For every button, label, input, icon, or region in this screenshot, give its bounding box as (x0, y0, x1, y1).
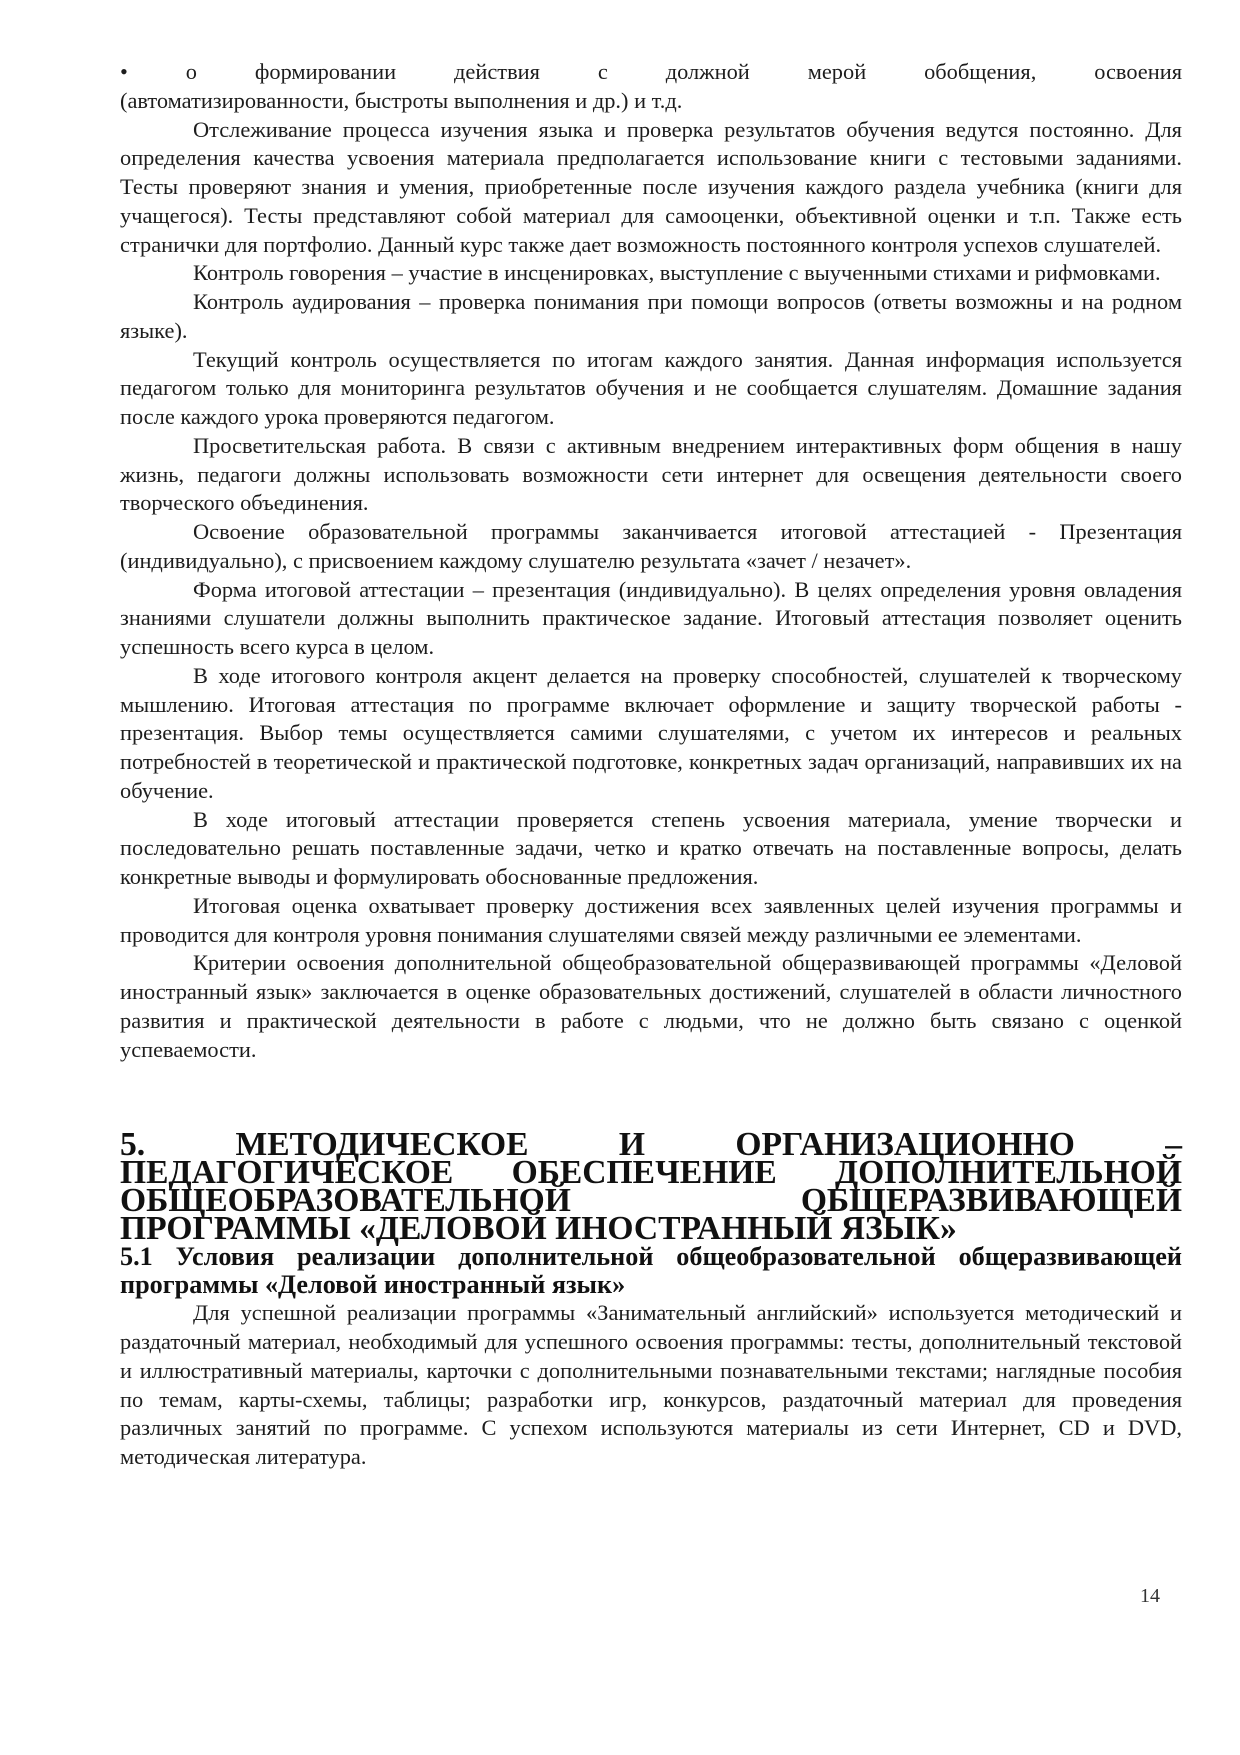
bullet-word: мерой (807, 59, 867, 84)
bullet-word: обобщения, (924, 59, 1037, 84)
bullet-word: действия (454, 59, 540, 84)
bullet-word: с (597, 59, 608, 84)
paragraph-final-attestation: Освоение образовательной программы заканчивается итоговой аттестацией - Презентация (индивидуально), с присвоением каждому слушателю результата «зачет / незачет». (120, 519, 1182, 573)
paragraph-attestation-form: Форма итоговой аттестации – презентация (индивидуально). В целях определения уровня овладения знаниями слушатели должны выполнить практическое задание. Итоговый аттестация позволяет оценить успешность всего курса в целом. (120, 576, 1182, 659)
paragraph-final-grade: Итоговая оценка охватывает проверку достижения всех заявленных целей изучения программы и проводится для контроля уровня понимания слушателями связей между различными ее элементами. (120, 892, 1182, 947)
bullet-continuation: (автоматизированности, быстроты выполнения и др.) и т.д. (120, 87, 683, 113)
paragraph-criteria: Критерии освоения дополнительной общеобразовательной общеразвивающей программы «Деловой иностранный язык» заключается в оценке образовательных достижений, слушателей в области личностного развития и практической деятельности в работе с людьми, что не должно быть связано с оценкой успеваемости. (120, 950, 1182, 1062)
document-page (120, 58, 1182, 1472)
paragraph-conditions: Для успешной реализации программы «Занимательный английский» используется методический и раздаточный материал, необходимый для успешного освоения программы: тесты, дополнительный текстовой и иллюстративный материалы, карточки с дополнительными познавательными текстами; наглядные пособия по темам, карты-схемы, таблицы; разработки игр, конкурсов, раздаточный материал для проведения различных занятий по программе. С успехом используются материалы из сети Интернет, CD и DVD, методическая литература. (120, 1300, 1182, 1469)
bullet-word: формировании (254, 59, 397, 84)
paragraph-monitoring: Отслеживание процесса изучения языка и проверка результатов обучения ведутся постоянно. Для определения качества усвоения материала предполагается использование книги с тестовыми заданиями. Тесты проверяют знания и умения, приобретенные после изучения каждого раздела учебника (книги для учащегося). Тесты представляют собой материал для самооценки, объективной оценки и т.п. Также есть странички для портфолио. Данный курс также дает возможность постоянного контроля успехов слушателей. (120, 116, 1182, 257)
paragraph-outreach: Просветительская работа. В связи с активным внедрением интерактивных форм общения в нашу жизнь, педагоги должны использовать возможности сети интернет для освещения деятельности своего творческого объединения. (120, 432, 1182, 516)
section-heading: 5. МЕТОДИЧЕСКОЕ И ОРГАНИЗАЦИОННО – ПЕДАГОГИЧЕСКОЕ ОБЕСПЕЧЕНИЕ ДОПОЛНИТЕЛЬНОЙ ОБЩЕОБРАЗОВАТЕЛЬНОЙ ОБЩЕРАЗВИВАЮЩЕЙ ПРОГРАММЫ «ДЕЛОВОЙ ИНОСТРАННЫЙ ЯЗЫК» (120, 1126, 1182, 1248)
bullet-line (120, 58, 1182, 87)
paragraph-speaking-control: Контроль говорения – участие в инсценировках, выступление с выученными стихами и рифмовками. (193, 260, 1161, 286)
bullet-word: должной (665, 59, 750, 84)
paragraph-final-control: В ходе итогового контроля акцент делается на проверку способностей, слушателей к творческому мышлению. Итоговая аттестация по программе включает оформление и защиту творческой работы - презентация. Выбор темы осуществляется самими слушателями, с учетом их интересов и реальных потребностей в теоретической и практической подготовке, конкретных задач организаций, направивших их на обучение. (120, 662, 1182, 803)
paragraph-current-control: Текущий контроль осуществляется по итогам каждого занятия. Данная информация используется педагогом только для мониторинга результатов обучения и не сообщается слушателям. Домашние задания после каждого урока проверяются педагогом. (120, 346, 1182, 429)
bullet-word: освоения (1094, 59, 1182, 84)
paragraph-listening-control: Контроль аудирования – проверка понимания при помощи вопросов (ответы возможны и на родном языке). (120, 289, 1182, 343)
page-number: 14 (1140, 1585, 1160, 1607)
bullet-word: о (185, 59, 197, 84)
bullet-glyph: • (120, 59, 128, 84)
subsection-heading: 5.1 Условия реализации дополнительной общеобразовательной общеразвивающей программы «Деловой иностранный язык» (120, 1242, 1182, 1300)
paragraph-attestation-check: В ходе итоговый аттестации проверяется степень усвоения материала, умение творчески и последовательно решать поставленные задачи, четко и кратко отвечать на поставленные вопросы, делать конкретные выводы и формулировать обоснованные предложения. (120, 806, 1182, 889)
